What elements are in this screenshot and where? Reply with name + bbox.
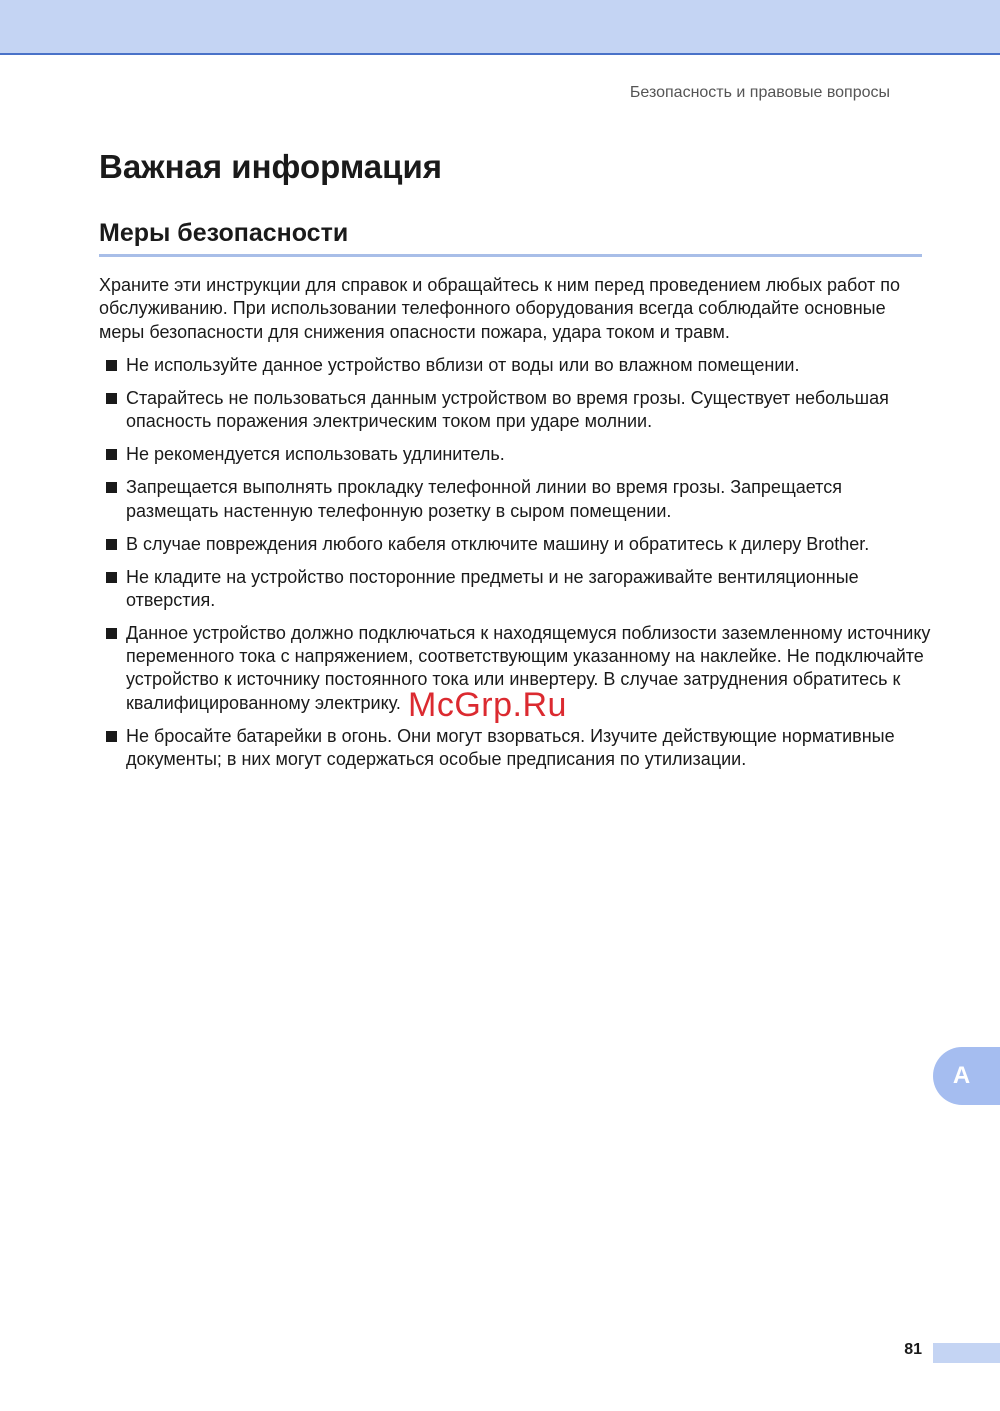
page-number: 81 <box>904 1341 922 1358</box>
list-item <box>106 354 936 377</box>
list-item-text: Данное устройство должно подключаться к находящемуся поблизости заземленному источнику переменного тока с напряжением, соответствующим указанному на наклейке. Не подключайте устройство к источнику постоянного тока или инвертеру. В случае затруднения обратитесь к квалифицированному электрику. <box>126 622 931 713</box>
watermark: McGrp.Ru <box>408 686 567 724</box>
list-item-text: Запрещается выполнять прокладку телефонной линии во время грозы. Запрещается размещать настенную телефонную розетку в сыром помещении. <box>126 477 842 521</box>
list-item <box>106 443 936 466</box>
square-bullet-icon <box>106 572 117 583</box>
list-item-text: Не кладите на устройство посторонние предметы и не загораживайте вентиляционные отверстия. <box>126 566 859 610</box>
list-item-text: Не рекомендуется использовать удлинитель. <box>126 444 505 465</box>
list-item-text: В случае повреждения любого кабеля отключите машину и обратитесь к дилеру Brother. <box>126 533 870 554</box>
list-item <box>106 725 936 772</box>
square-bullet-icon <box>106 482 117 493</box>
square-bullet-icon <box>106 449 117 460</box>
square-bullet-icon <box>106 628 117 639</box>
square-bullet-icon <box>106 393 117 404</box>
running-header: Безопасность и правовые вопросы <box>629 84 890 101</box>
appendix-tab: A <box>933 1047 1000 1105</box>
list-item-text: Старайтесь не пользоваться данным устройством во время грозы. Существует небольшая опасность поражения электрическим током при ударе молнии. <box>126 387 889 432</box>
page-title: Важная информация <box>99 148 442 185</box>
footer-band <box>933 1343 1000 1363</box>
list-item-text: Не используйте данное устройство вблизи от воды или во влажном помещении. <box>126 355 800 375</box>
list-item <box>106 566 936 613</box>
section-heading: Меры безопасности <box>99 219 922 257</box>
list-item-text: Не бросайте батарейки в огонь. Они могут взорваться. Изучите действующие нормативные документы; в них могут содержаться особые предписания по утилизации. <box>126 725 895 769</box>
intro-paragraph: Храните эти инструкции для справок и обращайтесь к ним перед проведением любых работ по обслуживанию. При использовании телефонного оборудования всегда соблюдайте основные меры безопасности для снижения опасности пожара, удара током и травм. <box>99 275 900 342</box>
square-bullet-icon <box>106 360 117 371</box>
list-item <box>106 476 936 523</box>
list-item <box>106 533 936 556</box>
square-bullet-icon <box>106 731 117 742</box>
list-item <box>106 387 936 434</box>
square-bullet-icon <box>106 539 117 550</box>
top-band <box>0 0 1000 55</box>
